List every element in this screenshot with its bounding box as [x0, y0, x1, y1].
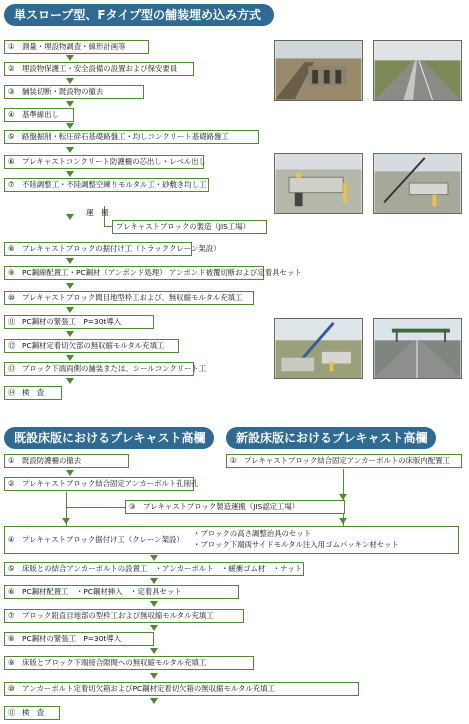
s2-flow-arrow [150, 648, 158, 654]
photo-block-2 [274, 153, 363, 214]
s2-step-3 [4, 526, 459, 554]
s1-step-label: PC鋼材定着切欠部の無収縮モルタル充填工 [22, 341, 165, 350]
s2-step-label: PC鋼材の緊張工 P=30t導入 [22, 634, 122, 643]
s2-step-label [8, 534, 184, 546]
photo-crane-3 [274, 318, 363, 379]
s2-right-step-number: ① [230, 456, 237, 465]
s1-step-label: ブロック下端両側の舗装または、シールコンクリート工 [22, 364, 207, 373]
s2-step-label: 床版との結合アンカーボルトの設置工 ・アンカーボルト ・緩衝ゴム材 ・ナット [22, 564, 303, 573]
s2-factory-label: プレキャストブロック製造運搬（JIS認定工場） [143, 502, 300, 511]
s1-flow-arrow [66, 214, 74, 220]
s1-step-4 [4, 108, 74, 122]
photo-road-1 [373, 40, 462, 101]
s2-flow-arrow [150, 555, 158, 561]
s1-step-label: プレキャストブロック間目地型枠工および、無収縮モルタル充填工 [22, 293, 243, 302]
section2-title-right: 新設床版におけるプレキャスト高欄 [226, 427, 436, 449]
s1-step-6 [4, 155, 207, 169]
s2-step-text: プレキャストブロック据付け工（クレーン架設） [22, 535, 184, 544]
s1-step-label: プレキャストコンクリート防護柵の芯出し・レベル出し [22, 157, 207, 166]
s1-flow-arrow [66, 307, 74, 313]
s1-step-label: 測量・埋設物調査・線形計画等 [22, 42, 126, 51]
s2-step-number: ⑧ [8, 634, 15, 643]
s1-flow-arrow [66, 78, 74, 84]
photo-crane-2 [373, 153, 462, 214]
s2-step-number: ② [8, 479, 15, 488]
s1-step-number: ⑥ [8, 157, 15, 166]
s2-step-number: ⑤ [8, 564, 15, 573]
s2-step-2 [4, 477, 199, 491]
s1-step-2 [4, 62, 194, 76]
s1-step-label: 路盤掘削・転圧砕石基礎路盤工・均しコンクリート基礎路盤工 [22, 132, 229, 141]
s2-step-6 [4, 609, 244, 623]
s1-step-5 [4, 130, 259, 144]
s2-step-10 [4, 706, 60, 720]
s2-step-label: 床版とブロック下端接合隙間への無収縮モルタル充填工 [22, 658, 207, 667]
factory-box [112, 220, 267, 234]
s1-step-3 [4, 85, 144, 99]
s2-flow-arrow [66, 470, 74, 476]
s1-flow-arrow [66, 101, 74, 107]
s1-flow-arrow [66, 283, 74, 289]
transport-label: 運 搬 [86, 208, 109, 217]
s1-step-number: ⑫ [8, 341, 16, 350]
s2-step-label: 既設防護柵の撤去 [22, 456, 82, 465]
s1-flow-arrow [66, 258, 74, 264]
factory-label: プレキャストブロックの製造（JIS工場） [116, 222, 251, 231]
s2-step-4 [4, 562, 304, 576]
s2-step-label: 検 査 [22, 708, 45, 717]
s1-step-number: ③ [8, 87, 15, 96]
s2-step-label: プレキャストブロック結合固定アンカーボルト孔削孔 [22, 479, 199, 488]
photo-road-3 [373, 318, 462, 379]
s1-step-label: 基準線出し [22, 110, 59, 119]
s2-step-number: ⑦ [8, 611, 15, 620]
s2-step-8 [4, 656, 254, 670]
s1-flow-arrow [66, 55, 74, 61]
s2-flow-arrow [339, 518, 347, 524]
s2-step-label: アンカーボルト定着切欠箱およびPC鋼材定着切欠箱の無収縮モルタル充填工 [22, 684, 275, 693]
s1-flow-arrow [66, 355, 74, 361]
s2-step-note: ・ブロックの高さ調整治具のセット [193, 529, 312, 538]
section1-title: 単スロープ型、Fタイプ型の舗装埋め込み方式 [4, 4, 274, 26]
s2-flow-arrow [62, 518, 70, 524]
transport-line-h [104, 226, 112, 227]
s1-step-number: ⑪ [8, 317, 16, 326]
s2-step-7 [4, 632, 154, 646]
s2-flow-arrow [150, 601, 158, 607]
s1-step-9 [4, 266, 302, 280]
s1-step-number: ① [8, 42, 15, 51]
s1-step-label: 埋設物保護工・安全設備の設置および保安要員 [22, 64, 178, 73]
s2-step-label: PC鋼材配置工 ・PC鋼材挿入 ・定着具セット [22, 587, 182, 596]
s1-step-number: ⑤ [8, 132, 15, 141]
s2-step-5 [4, 585, 239, 599]
s1-step-number: ⑨ [8, 268, 15, 277]
s2-right-step-label: プレキャストブロック結合固定アンカーボルトの床版内配置工 [244, 456, 450, 465]
s2-right-step-1 [226, 454, 462, 468]
s1-flow-arrow [66, 147, 74, 153]
s1-flow-arrow [66, 123, 74, 129]
s2-connector-line [67, 507, 125, 508]
s1-step-number: ⑭ [8, 388, 16, 397]
s1-step-11 [4, 315, 154, 329]
s1-step-13 [4, 362, 207, 376]
s2-step-9 [4, 682, 359, 696]
s1-step-label: PC鋼線配置工・PC鋼材（アンボンド処理） アンボンド被覆切断および定着具セット [22, 268, 302, 277]
s1-flow-arrow [66, 378, 74, 384]
s1-step-number: ⑦ [8, 180, 15, 189]
s1-step-label: 不陸調整工・不陸調整空練りモルタル工・砂敷き均し工 [22, 180, 207, 189]
s2-step-note: ・ブロック下端両サイドモルタル注入用ゴムパッキン材セット [193, 540, 399, 549]
s1-step-label: 検 査 [22, 388, 45, 397]
s2-step-number: ① [8, 456, 15, 465]
s1-flow-arrow [66, 171, 74, 177]
s1-step-10 [4, 291, 254, 305]
s2-flow-arrow [150, 698, 158, 704]
s1-step-number: ② [8, 64, 15, 73]
s1-step-number: ④ [8, 110, 15, 119]
section2-title-left: 既設床版におけるプレキャスト高欄 [4, 427, 214, 449]
s2-step-number: ⑨ [8, 658, 15, 667]
s2-step-label: ブロック鉛直目地部の型枠工および無収縮モルタル充填工 [22, 611, 214, 620]
s2-factory-number: ③ [129, 502, 136, 511]
s2-step-1 [4, 454, 129, 468]
s2-flow-arrow [150, 673, 158, 679]
s1-step-number: ⑩ [8, 293, 15, 302]
s1-step-12 [4, 339, 179, 353]
s2-flow-arrow [339, 494, 347, 500]
s2-step-number: ⑩ [8, 684, 15, 693]
s1-step-label: PC鋼材の緊張工 P=30t導入 [22, 317, 122, 326]
s1-step-1 [4, 40, 149, 54]
s1-step-number: ⑬ [8, 364, 16, 373]
s2-step-number: ④ [8, 535, 15, 544]
s1-step-8 [4, 242, 221, 256]
s2-flow-arrow [150, 578, 158, 584]
s2-factory-step [125, 500, 345, 514]
photo-excavation-1 [274, 40, 363, 101]
s2-step-number: ⑥ [8, 587, 15, 596]
s2-step-number: ⑪ [8, 708, 16, 717]
s1-step-7 [4, 178, 209, 192]
s1-step-14 [4, 386, 62, 400]
s1-step-label: 舗装切断・既設物の撤去 [22, 87, 104, 96]
s1-flow-arrow [66, 331, 74, 337]
s1-step-number: ⑧ [8, 244, 15, 253]
s2-flow-arrow [150, 625, 158, 631]
s1-step-label: プレキャストブロックの据付け工（トラッククレーン架設） [22, 244, 221, 253]
